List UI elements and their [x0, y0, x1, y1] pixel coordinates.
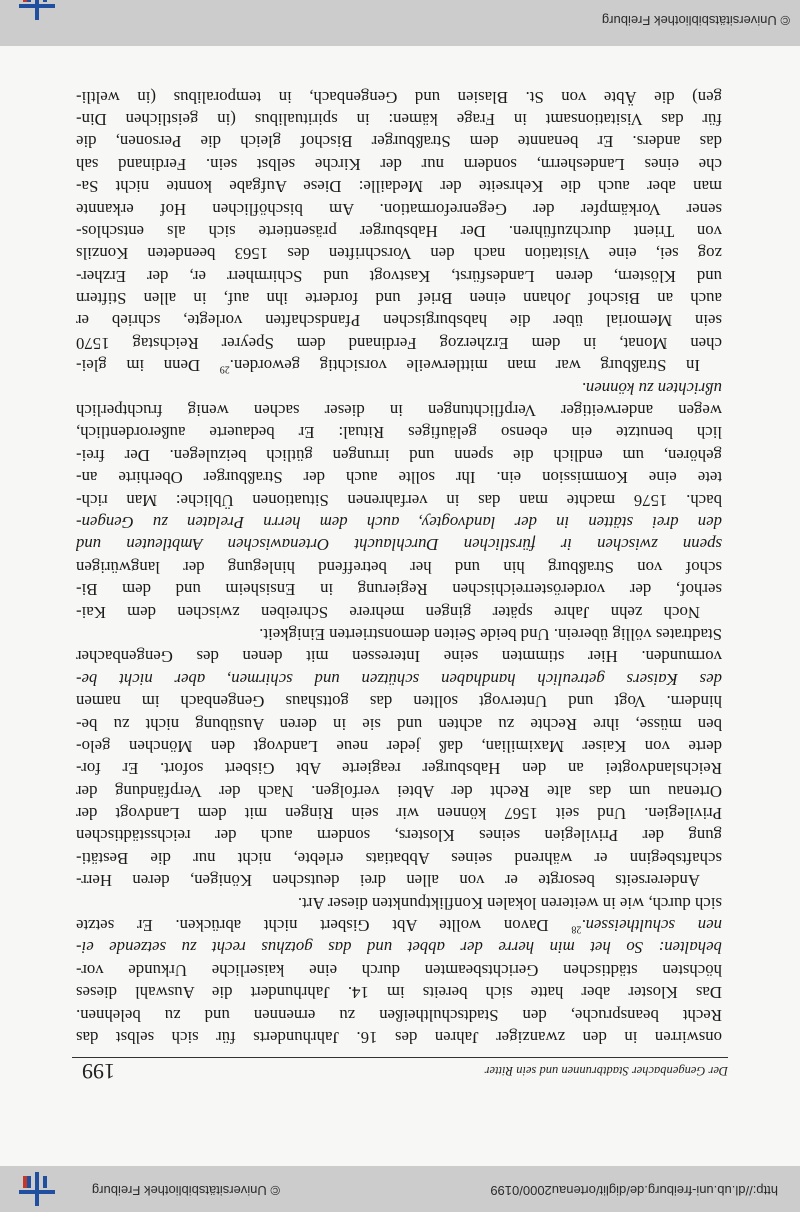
running-head [72, 1057, 728, 1086]
text-line: schof von Straßburg hin und her betreffend hinlegung der langwürigen [76, 557, 722, 577]
text-line: Andererseits besorgte er von allen drei deutschen Königen, deren Herr- [76, 871, 700, 891]
footnote-ref[interactable]: 28 [571, 923, 582, 935]
text-line: auch an Bischof Johann einen Brief und forderte ihn auf, in allen Stiftern [76, 289, 722, 309]
library-logo-icon [19, 0, 55, 20]
text-line: Stadtrates völlig überein. Und beide Seiten demonstrierten Einigkeit. [259, 624, 722, 644]
text-line: man aber auch die Kehrseite der Medaille: Diese Aufgabe konnte nicht Sa- [76, 177, 722, 197]
text-line: wegen anderweitiger Verpflichtungen in dieser sachen wenig fruchtperlich [76, 401, 722, 421]
text-line: zog sei, eine Visitation nach den Vorschriften des 1563 beendeten Konzils [76, 244, 722, 264]
text-line: das anders. Er benannte dem Straßburger Bischof gleich die Personen, die [76, 132, 722, 152]
text-line: gung der Privilegien seines Klosters, sondern auch der reichsstädtischen [76, 826, 722, 846]
text-line: vormunden. Hier stimmten seine Interessen mit denen des Gengenbacher [76, 647, 722, 667]
text-line: Ortenau um das alte Recht der Abtei verfolgen. Nach der Verpfändung der [76, 781, 722, 801]
text-line: serhof, der vorderösterreichischen Regierung in Ensisheim und dem Bi- [76, 580, 722, 600]
text-line: sich durch, wie in weiteren lokalen Konfliktpunkten dieser Art. [297, 893, 722, 913]
text-line: chen Monat, in dem Erzherzog Ferdinand dem Speyrer Reichstag 1570 [76, 333, 722, 353]
viewer-bottom-strip [0, 0, 800, 46]
library-credit: © Universitätsbibliothek Freiburg [91, 1183, 280, 1198]
running-title: Der Gengenbacher Stadtbrunnen und sein Ritter [484, 1064, 728, 1078]
text-line: onswirren in den zwanziger Jahren des 16. Jahrhunderts für sich selbst das [76, 1028, 722, 1047]
text-line: schaftsbeginn er während seines Abbatiats erlebte, nicht nur die Bestäti- [76, 848, 722, 868]
text-line: den drei stätten in der landvogtey, auch dem herrn Prelaten zu Gengen- [76, 513, 722, 533]
text-line: von Trient durchzuführen. Der Habsburger präsentierte sich als entschlos- [76, 221, 722, 241]
text-line: sein Memorial über die habsburgischen Pfandschaften vorlegte, schrieb er [76, 311, 722, 331]
text-line: für das Visitationsamt in Frage kämen: in spiritualibus (in geistlichen Din- [76, 109, 722, 129]
text-line: bach. 1576 machte man das in verfahrenen Situationen Übliche: Man rich- [76, 490, 722, 510]
text-line: hindern. Vogt und Untervogt sollten das gottshaus Gengenbach im namen [76, 692, 722, 712]
text-line: gen) die Äbte von St. Blasien und Gengenbach, in temporalibus (in weltli- [76, 87, 722, 107]
text-line: ben müsse, ihre Rechte zu achten und sie in deren Ausübung nicht zu be- [76, 714, 722, 734]
text-line: Das Kloster aber hatte sich bereits im 14. Jahrhundert die Auswahl dieses [76, 983, 722, 1003]
source-url[interactable]: http://dl.ub.uni-freiburg.de/diglit/ortenau2000/0199 [490, 1183, 778, 1198]
viewer-top-strip [0, 1166, 800, 1212]
text-line: des Kaisers getreulich handhaben schützen und schirmen, aber nicht be- [76, 669, 722, 689]
text-line: sener Vorkämpfer der Gegenreformation. Am bischöflichen Hof erkannte [76, 199, 722, 219]
text-line: Recht beanspruche, den Stadtschultheißen zu ernennen und zu belehnen. [76, 1005, 722, 1025]
text-line: gehören, um endlich die spenn und irrungen gütlich beizulegen. Der frei- [76, 445, 722, 465]
text-line: tete eine Kommission ein. Ihr sollte auch der Straßburger Oberhirte an- [76, 468, 722, 488]
text-line: Privilegien. Und seit 1567 können wir sein Ringen mit dem Landvogt der [76, 804, 722, 824]
body-text [76, 85, 722, 1048]
text-line: und Klöstern, deren Landesfürst, Kastvogt und Schirmherr er, der Erzher- [76, 266, 722, 286]
page-number: 199 [82, 1059, 115, 1084]
text-line: ußrichten zu können. [581, 378, 722, 398]
text-line: nen schultheissen.$^{28}$ Davon wollte Abt Gisbert nicht abrücken. Er setzte [75, 916, 722, 936]
text-line: Reichslandvogtei an den Habsburger reagierte Abt Gisbert sofort. Er for- [76, 759, 722, 779]
text-line: Noch zehn Jahre später gingen mehrere Schreiben zwischen dem Kai- [76, 602, 700, 622]
text-line: lich benutzte ein ebenso geläufiges Ritual: Er bedauerte außerordentlich, [76, 423, 722, 443]
text-line: che eines Landesherrn, sondern nur der Kirche selbst sein. Ferdinand sah [76, 154, 722, 174]
text-line: behalten: So het min herre der abbet und das gotzhus recht zu setzende ei- [76, 938, 722, 958]
text-line: derte von Kaiser Maximilian, daß jeder neue Landvogt den Mönchen gelo- [76, 736, 722, 756]
text-line: In Straßburg war man mittlerweile vorsichtig geworden.$^{29}$ Denn im glei- [76, 356, 700, 376]
library-credit-partial: © Universitätsbibliothek Freiburg [601, 13, 790, 28]
footnote-ref[interactable]: 29 [219, 363, 230, 375]
scanned-page [0, 46, 800, 1166]
text-line: höchsten städtischen Gerichtsbeamten durch eine kaiserliche Urkunde vor- [76, 960, 722, 980]
library-logo-icon [19, 1172, 55, 1206]
text-line: spenn zwischen ir fürstlichen Durchlaucht Ortenawischen Ambtleuten und [76, 535, 722, 555]
